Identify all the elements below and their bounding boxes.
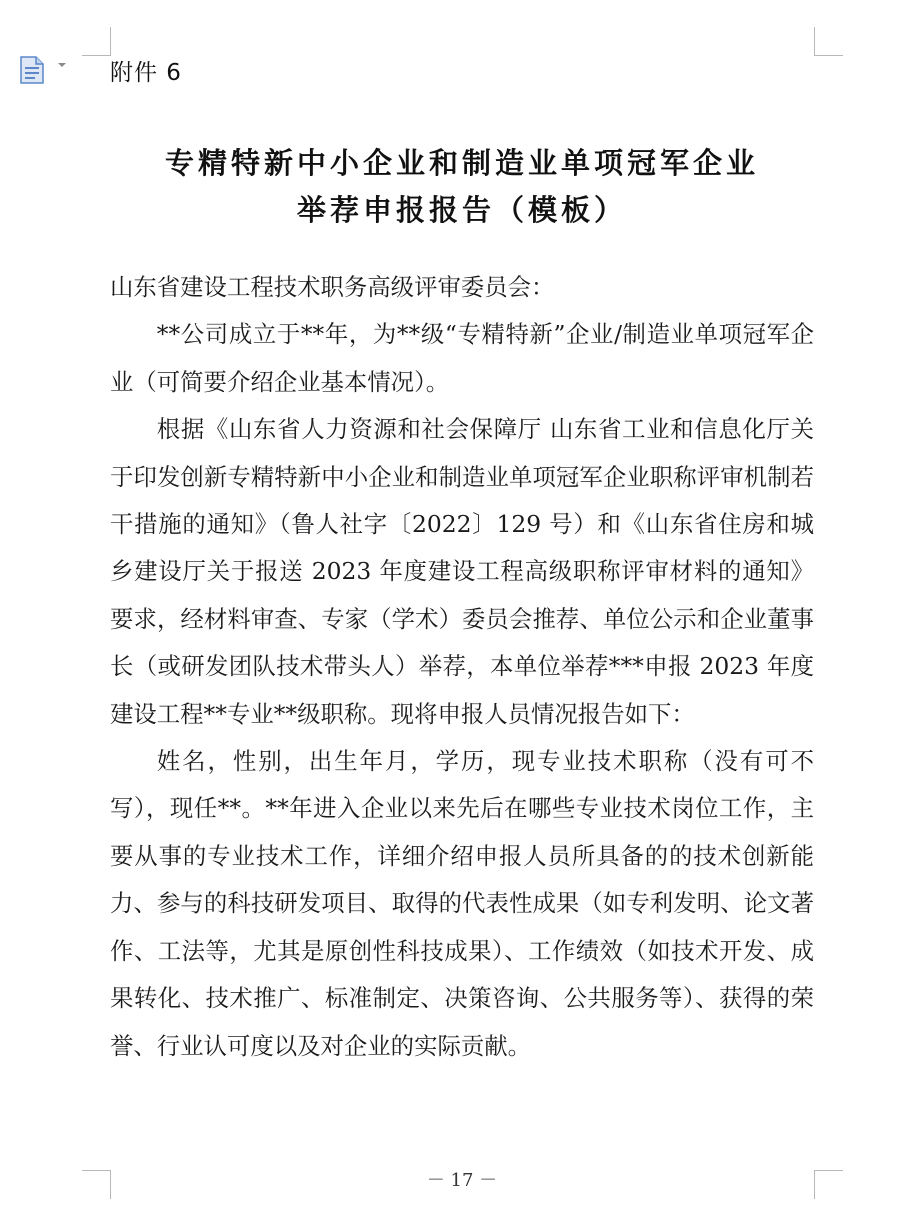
salutation: 山东省建设工程技术职务高级评审委员会： — [110, 273, 555, 301]
document-title-line-2: 举荐申报报告（模板） — [296, 193, 627, 227]
corner-mark-top-right — [814, 27, 843, 56]
document-body — [110, 264, 814, 1070]
paragraph-basis: 根据《山东省人力资源和社会保障厅 山东省工业和信息化厅关于印发创新专精特新中小企业和制造业单项冠军企业职称评审机制若干措施的通知》（鲁人社字〔2022〕129 号）和《山东省住房和城乡建设厅关于报送 2023 年度建设工程高级职称评审材料的通知》要求，经材料审查、专家（学术）委员会推荐、单位公示和企业董事长（或研发团队技术带头人）举荐，本单位举荐***申报 2023 年度建设工程**专业**级职称。现将申报人员情况报告如下： — [110, 415, 814, 728]
corner-mark-top-left — [82, 27, 111, 56]
dropdown-arrow-icon[interactable] — [56, 60, 68, 70]
page-number: － 17 － — [426, 1170, 498, 1191]
paragraph-applicant-details: 姓名，性别，出生年月，学历，现专业技术职称（没有可不写），现任**。**年进入企业以来先后在哪些专业技术岗位工作，主要从事的专业技术工作，详细介绍申报人员所具备的的技术创新能力、参与的科技研发项目、取得的代表性成果（如专利发明、论文著作、工法等，尤其是原创性科技成果）、工作绩效（如技术开发、成果转化、技术推广、标准制定、决策咨询、公共服务等）、获得的荣誉、行业认可度以及对企业的实际贡献。 — [110, 747, 814, 1060]
paragraph-company-intro: **公司成立于**年，为**级“专精特新”企业/制造业单项冠军企业（可简要介绍企业基本情况）。 — [110, 320, 814, 396]
document-title-line-1: 专精特新中小企业和制造业单项冠军企业 — [164, 146, 759, 180]
attachment-label: 附件 6 — [110, 60, 182, 86]
document-icon[interactable] — [17, 55, 47, 85]
